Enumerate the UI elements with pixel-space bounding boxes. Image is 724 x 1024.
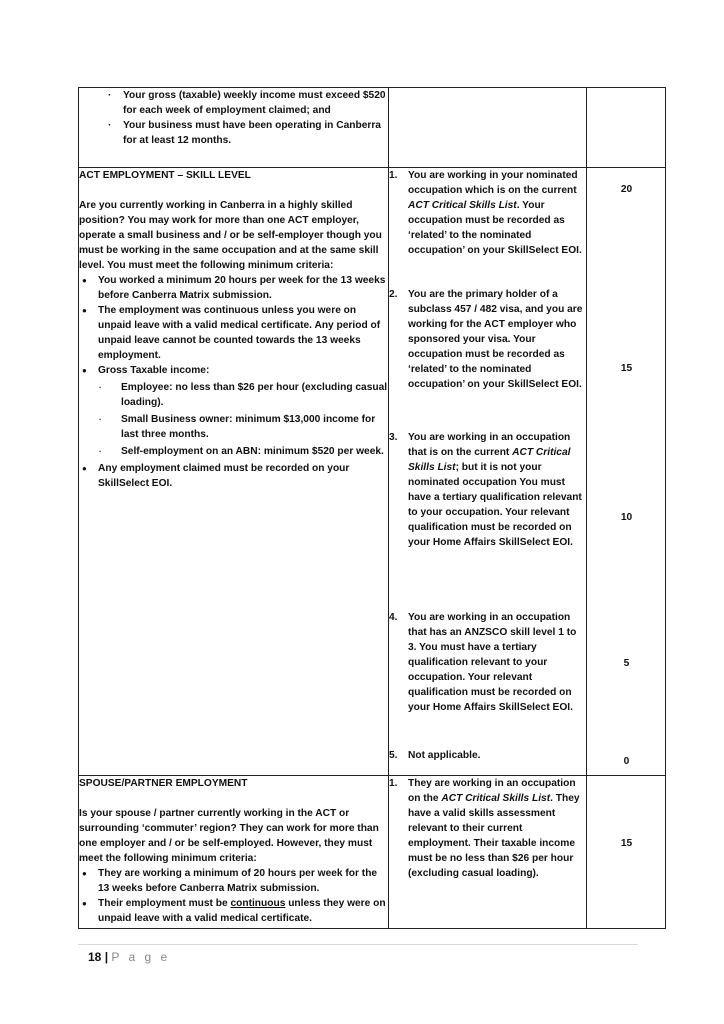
- list-item: ● The employment was continuous unless you were on unpaid leave with a valid medical certificate. Any period of unpaid leave cannot be counted towards the 13 weeks employment.: [79, 303, 388, 363]
- options-cell: [389, 88, 587, 168]
- list-item: · Your gross (taxable) weekly income must exceed $520 for each week of employment claimed; and: [79, 88, 388, 118]
- score-value: 5: [623, 658, 630, 669]
- option-number: 5.: [389, 750, 398, 761]
- criteria-cell: [79, 88, 389, 168]
- footer-separator: |: [104, 950, 109, 964]
- score-value: 15: [620, 838, 633, 849]
- score-value: 15: [620, 363, 633, 374]
- list-item: · Small Business owner: minimum $13,000 income for last three months.: [79, 412, 388, 442]
- section-intro: Is your spouse / partner currently working in the ACT or surrounding ‘commuter’ region? They can work for more than one employer and / or be self-employed. However, they must meet the following minimum criteria:: [79, 808, 379, 864]
- table-row-act-employment: [79, 168, 666, 776]
- options-list: [389, 776, 586, 881]
- option-item: 1. They are working in an occupation on the ACT Critical Skills List. They have a valid skills assessment relevant to their current employment. Their taxable income must be no less than $26 per hour (excluding casual loading).: [389, 778, 580, 879]
- list-item: ● Their employment must be continuous unless they were on unpaid leave with a valid medical certificate.: [79, 896, 388, 926]
- page-label: P a g e: [111, 950, 171, 964]
- list-item: ● Any employment claimed must be recorded on your SkillSelect EOI.: [79, 461, 388, 491]
- list-item: ● They are working a minimum of 20 hours per week for the 13 weeks before Canberra Matrix submission.: [79, 866, 388, 896]
- table-row-spouse-employment: [79, 776, 666, 929]
- option-number: 3.: [389, 432, 398, 443]
- score-value: 10: [620, 512, 633, 523]
- options-list: [389, 168, 586, 763]
- option-item: 4. You are working in an occupation that has an ANZSCO skill level 1 to 3. You must have a tertiary qualification relevant to your occupation. Your relevant qualification must be recorded on your Home Affairs SkillSelect EOI.: [389, 612, 577, 713]
- score-cell: [587, 168, 666, 776]
- options-cell: [389, 168, 587, 776]
- option-number: 2.: [389, 289, 398, 300]
- score-cell: [587, 88, 666, 168]
- option-item: 5. Not applicable.: [389, 750, 481, 761]
- option-number: 1.: [389, 778, 398, 789]
- option-item: 2. You are the primary holder of a subclass 457 / 482 visa, and you are working for the ACT employer who sponsored your visa. Your occupation must be recorded as ‘related’ to the nominated occupation’ on your SkillSelect EOI.: [389, 289, 583, 390]
- table-row-continuation: [79, 88, 666, 168]
- option-number: 1.: [389, 170, 398, 181]
- list-item: · Self-employment on an ABN: minimum $520 per week.: [79, 444, 388, 459]
- list-item-label: Gross Taxable income:: [98, 365, 210, 376]
- options-cell: [389, 776, 587, 929]
- page-footer: [88, 950, 170, 964]
- score-value: 20: [620, 184, 633, 195]
- score-value: 0: [623, 756, 630, 767]
- option-item: 3. You are working in an occupation that is on the current ACT Critical Skills List; but it is not your nominated occupation You must have a tertiary qualification relevant to your occupation. Your relevant qualification must be recorded on your Home Affairs SkillSelect EOI.: [389, 432, 582, 548]
- criteria-cell: [79, 168, 389, 776]
- list-item: ● You worked a minimum 20 hours per week for the 13 weeks before Canberra Matrix submission.: [79, 273, 388, 303]
- score-cell: [587, 776, 666, 929]
- list-item: · Employee: no less than $26 per hour (excluding casual loading).: [79, 380, 388, 410]
- footer-divider: [78, 944, 638, 945]
- option-item: 1. You are working in your nominated occupation which is on the current ACT Critical Skills List. Your occupation must be recorded as ‘related’ to the nominated occupation’ on your SkillSelect EOI.: [389, 170, 582, 256]
- criteria-bullet-list: [79, 866, 388, 926]
- list-item: · Your business must have been operating in Canberra for at least 12 months.: [79, 118, 388, 148]
- section-heading: SPOUSE/PARTNER EMPLOYMENT: [79, 778, 248, 789]
- option-number: 4.: [389, 612, 398, 623]
- list-item: [79, 363, 388, 459]
- criteria-cell: [79, 776, 389, 929]
- section-intro: Are you currently working in Canberra in a highly skilled position? You may work for more than one ACT employer, operate a small business and / or be self-employer though you must be working in the same occupation and at the same skill level. You must meet the following minimum criteria:: [79, 200, 382, 271]
- criteria-bullet-list: [79, 273, 388, 491]
- business-criteria-list: [79, 88, 388, 148]
- section-heading: ACT EMPLOYMENT – SKILL LEVEL: [79, 170, 251, 181]
- income-sub-list: [79, 380, 388, 459]
- page-number: 18: [88, 950, 102, 964]
- criteria-table: [78, 87, 666, 929]
